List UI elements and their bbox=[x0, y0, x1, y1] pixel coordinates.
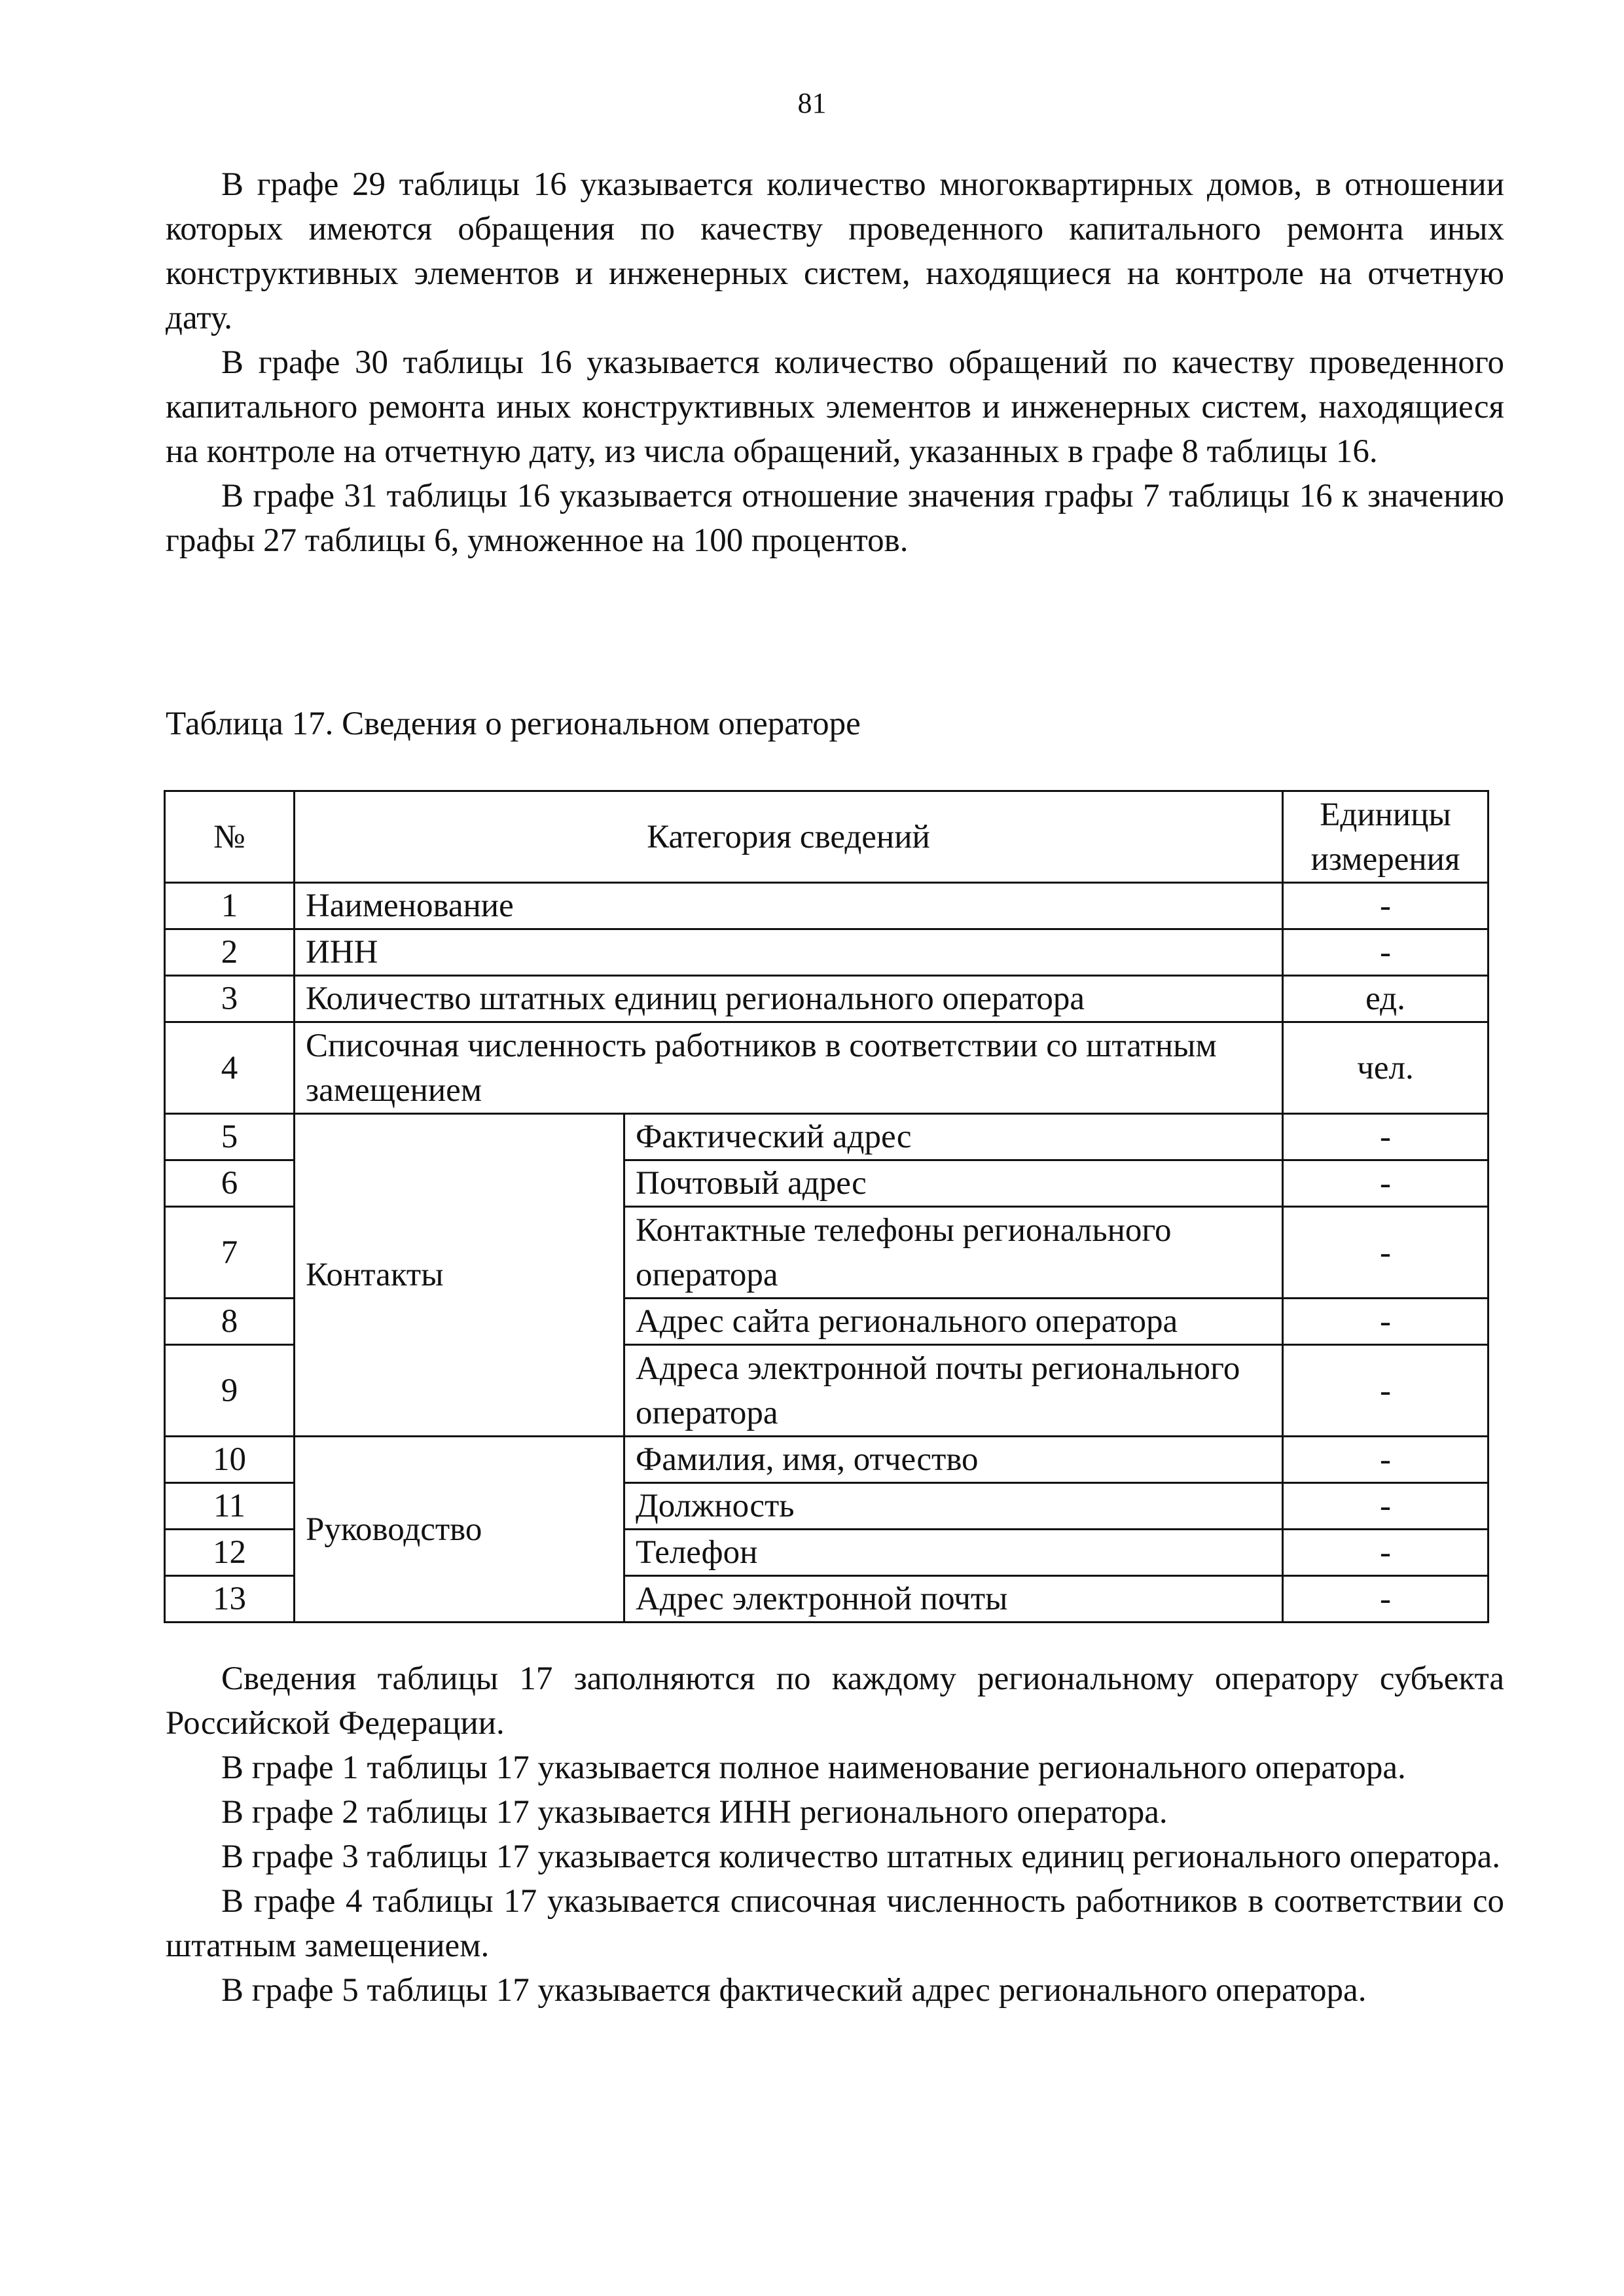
row-unit: - bbox=[1283, 1437, 1489, 1483]
table-row bbox=[165, 1114, 1489, 1160]
row-unit: - bbox=[1283, 1345, 1489, 1437]
paragraph: В графе 3 таблицы 17 указывается количество штатных единиц регионального оператора. bbox=[221, 1839, 1501, 1875]
paragraph: Сведения таблицы 17 заполняются по каждому региональному оператору субъекта Российской Федерации. bbox=[166, 1660, 1504, 1742]
row-num: 12 bbox=[165, 1530, 295, 1576]
row-label: Количество штатных единиц регионального оператора bbox=[295, 976, 1283, 1022]
row-num: 7 bbox=[165, 1207, 295, 1299]
paragraph: В графе 29 таблицы 16 указывается количество многоквартирных домов, в отношении которых имеются обращения по качеству проведенного капитального ремонта иных конструктивных элементов и инженерных систем, находящиеся на контроле на отчетную дату. bbox=[166, 166, 1504, 336]
paragraph: В графе 4 таблицы 17 указывается списочная численность работников в соответствии со штатным замещением. bbox=[166, 1883, 1504, 1964]
row-label: Фактический адрес bbox=[624, 1114, 1283, 1160]
row-unit: - bbox=[1283, 1483, 1489, 1530]
table-caption: Таблица 17. Сведения о региональном операторе bbox=[166, 706, 861, 742]
row-label: Фамилия, имя, отчество bbox=[624, 1437, 1283, 1483]
row-label: Адрес сайта регионального оператора bbox=[624, 1299, 1283, 1345]
top-text-block bbox=[166, 162, 1504, 563]
row-num: 4 bbox=[165, 1022, 295, 1114]
row-num: 9 bbox=[165, 1345, 295, 1437]
row-num: 3 bbox=[165, 976, 295, 1022]
row-unit: - bbox=[1283, 1299, 1489, 1345]
row-unit: - bbox=[1283, 1530, 1489, 1576]
paragraph: В графе 2 таблицы 17 указывается ИНН регионального оператора. bbox=[221, 1794, 1168, 1831]
row-num: 1 bbox=[165, 883, 295, 929]
row-label: Адреса электронной почты регионального оператора bbox=[624, 1345, 1283, 1437]
row-unit: - bbox=[1283, 929, 1489, 976]
table-row bbox=[165, 883, 1489, 929]
table-row bbox=[165, 976, 1489, 1022]
header-num: № bbox=[165, 791, 295, 883]
paragraph: В графе 31 таблицы 16 указывается отношение значения графы 7 таблицы 16 к значению графы 27 таблицы 6, умноженное на 100 процентов. bbox=[166, 478, 1504, 559]
row-label: Почтовый адрес bbox=[624, 1160, 1283, 1207]
row-label: Телефон bbox=[624, 1530, 1283, 1576]
row-label: Списочная численность работников в соответствии со штатным замещением bbox=[295, 1022, 1283, 1114]
paragraph: В графе 1 таблицы 17 указывается полное наименование регионального оператора. bbox=[221, 1749, 1406, 1786]
row-num: 13 bbox=[165, 1576, 295, 1623]
row-num: 11 bbox=[165, 1483, 295, 1530]
table-header-row bbox=[165, 791, 1489, 883]
regional-operator-table bbox=[164, 790, 1489, 1623]
row-label: Контактные телефоны регионального оператора bbox=[624, 1207, 1283, 1299]
row-num: 10 bbox=[165, 1437, 295, 1483]
row-unit: - bbox=[1283, 1576, 1489, 1623]
page-number: 81 bbox=[797, 87, 827, 119]
group-management: Руководство bbox=[295, 1437, 624, 1623]
paragraph: В графе 5 таблицы 17 указывается фактический адрес регионального оператора. bbox=[221, 1972, 1367, 2009]
row-num: 2 bbox=[165, 929, 295, 976]
row-label: Должность bbox=[624, 1483, 1283, 1530]
row-unit: чел. bbox=[1283, 1022, 1489, 1114]
table-row bbox=[165, 929, 1489, 976]
row-num: 6 bbox=[165, 1160, 295, 1207]
row-unit: - bbox=[1283, 1114, 1489, 1160]
row-unit: ед. bbox=[1283, 976, 1489, 1022]
row-unit: - bbox=[1283, 1207, 1489, 1299]
header-unit: Единицы измерения bbox=[1283, 791, 1489, 883]
bottom-text-block bbox=[166, 1657, 1504, 2013]
table-row bbox=[165, 1022, 1489, 1114]
table-row bbox=[165, 1437, 1489, 1483]
row-num: 5 bbox=[165, 1114, 295, 1160]
row-label: Наименование bbox=[295, 883, 1283, 929]
header-category: Категория сведений bbox=[295, 791, 1283, 883]
row-label: ИНН bbox=[295, 929, 1283, 976]
paragraph: В графе 30 таблицы 16 указывается количество обращений по качеству проведенного капитального ремонта иных конструктивных элементов и инженерных систем, находящиеся на контроле на отчетную дату, из числа обращений, указанных в графе 8 таблицы 16. bbox=[166, 344, 1504, 470]
row-unit: - bbox=[1283, 1160, 1489, 1207]
group-contacts: Контакты bbox=[295, 1114, 624, 1437]
row-num: 8 bbox=[165, 1299, 295, 1345]
row-unit: - bbox=[1283, 883, 1489, 929]
row-label: Адрес электронной почты bbox=[624, 1576, 1283, 1623]
